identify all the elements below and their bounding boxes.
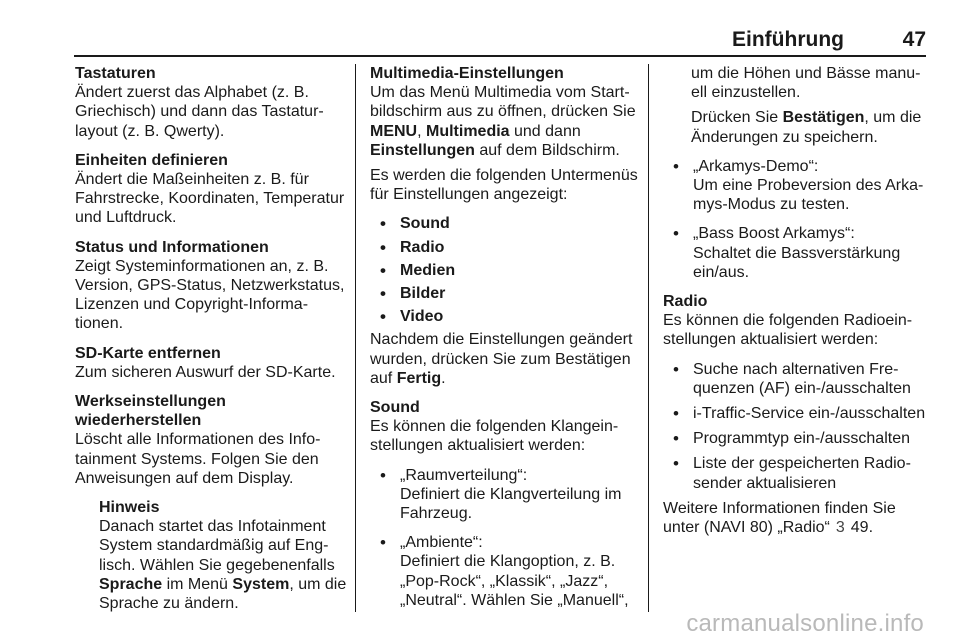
radio-option: • Liste der gespeicherten Radiosender aktualisieren	[663, 454, 929, 492]
page-header	[74, 26, 926, 54]
section-title-sd-card: SD-Karte entfernen	[75, 344, 221, 362]
text-part: und dann	[509, 122, 581, 140]
sound-option	[663, 224, 929, 282]
note-box	[75, 498, 347, 613]
column-divider-1	[355, 64, 356, 612]
sound-option-label: „Bass Boost Arkamys“:	[693, 225, 855, 243]
section-text-factory-reset: Löscht alle Informationen des Infotainment Systems. Folgen Sie den Anweisungen auf dem Display.	[75, 431, 321, 487]
note-text-part: im Menü	[162, 575, 233, 593]
section-title-status: Status und Informationen	[75, 238, 269, 256]
submenu-item: • Bilder	[370, 284, 638, 303]
bold-confirm: Bestätigen	[782, 109, 865, 127]
bold-menu: MENU	[370, 122, 418, 140]
radio-intro: Es können die folgenden Radioeinstellungen aktualisiert werden:	[663, 312, 913, 349]
text-part: , um die Änderungen zu speichern.	[691, 109, 922, 146]
sound-option-text: Definiert die Klangverteilung im Fahrzeug.	[400, 485, 622, 523]
sound-option-label: „Arkamys-Demo“:	[693, 157, 819, 175]
page-title: Einführung	[732, 28, 844, 51]
text-part: Drücken Sie	[691, 109, 783, 127]
submenu-item: • Radio	[370, 238, 638, 257]
text-part: ,	[417, 122, 426, 140]
note-text-part: , um die Sprache zu ändern.	[99, 575, 347, 613]
note-text-part: Danach startet das Infotainment System standardmäßig auf Englisch. Wählen Sie gegebenenfalls	[99, 518, 335, 574]
bold-done: Fertig	[396, 369, 442, 387]
section-title-multimedia: Multimedia-Einstellungen	[370, 65, 564, 82]
sound-option-text: Definiert die Klangoption, z. B. „Pop-Rock“, „Klassik“, „Jazz“, „Neutral“. Wählen Sie „Manuell“,	[400, 553, 629, 609]
sound-option-text: Schaltet die Bassverstärkung ein/aus.	[693, 244, 901, 281]
multimedia-intro	[370, 83, 638, 160]
reference-text	[663, 499, 929, 537]
header-rule	[74, 55, 926, 57]
section-text-keyboards: Ändert zuerst das Alphabet (z. B. Griechisch) und dann das Tastaturlayout (z. B. Qwerty).	[75, 84, 324, 140]
text-part: .	[441, 369, 446, 387]
note-text	[99, 517, 347, 613]
sound-option-label: „Ambiente“:	[400, 534, 483, 552]
note-bold-system: System	[232, 575, 290, 593]
page-reference-icon: 3	[835, 519, 845, 537]
section-title-units: Einheiten definieren	[75, 151, 228, 169]
submenu-item: • Medien	[370, 261, 638, 280]
column-divider-2	[648, 64, 649, 612]
section-text-sd-card: Zum sicheren Auswurf der SD-Karte.	[75, 363, 336, 381]
watermark: carmanualsonline.info	[686, 610, 924, 637]
text-part: auf dem Bildschirm.	[474, 141, 620, 159]
text-part: Weitere Informationen finden Sie unter (NAVI 80) „Radio“	[663, 499, 896, 537]
radio-options-list	[663, 360, 929, 493]
bold-multimedia: Multimedia	[426, 122, 510, 140]
section-text-units: Ändert die Maßeinheiten z. B. für Fahrstrecke, Koordinaten, Temperatur und Luftdruck.	[75, 171, 345, 227]
text-part: Um das Menü Multimedia vom Startbildschirm aus zu öffnen, drücken Sie	[370, 84, 636, 121]
submenu-intro: Es werden die folgenden Untermenüs für Einstellungen angezeigt:	[370, 167, 638, 204]
text-part: Nachdem die Einstellungen geändert wurden, drücken Sie zum Bestätigen auf	[370, 331, 633, 387]
sound-option	[370, 533, 638, 610]
confirm-text	[370, 330, 638, 388]
sound-option-text: Um eine Probeversion des Arkamys-Modus zu testen.	[693, 177, 924, 214]
confirm-instruction	[663, 108, 929, 146]
section-title-radio: Radio	[663, 293, 708, 311]
note-title: Hinweis	[99, 499, 160, 517]
page-number: 47	[902, 28, 926, 51]
text-part: 49.	[846, 519, 874, 537]
sound-option-label: „Raumverteilung“:	[400, 466, 528, 484]
note-bold-language: Sprache	[99, 575, 163, 593]
section-text-status: Zeigt Systeminformationen an, z. B. Version, GPS-Status, Netzwerkstatus, Lizenzen und Copyright-Informationen.	[75, 257, 345, 333]
sound-options-list-continued	[663, 157, 929, 282]
sound-intro: Es können die folgenden Klangeinstellungen aktualisiert werden:	[370, 418, 619, 455]
column-3	[663, 64, 929, 537]
section-title-keyboards: Tastaturen	[75, 65, 156, 82]
section-title-sound: Sound	[370, 399, 420, 417]
submenu-list	[370, 214, 638, 326]
column-2	[370, 64, 638, 610]
submenu-item: • Sound	[370, 214, 638, 233]
section-title-factory-reset: Werkseinstellungen wiederherstellen	[75, 393, 226, 430]
sound-option	[370, 466, 638, 524]
sound-option	[663, 157, 929, 215]
radio-option: • i-Traffic-Service ein-/ausschalten	[663, 404, 929, 423]
sound-option-continued: um die Höhen und Bässe manuell einzustellen.	[691, 65, 921, 102]
radio-option: • Suche nach alternativen Frequenzen (AF) ein-/ausschalten	[663, 360, 929, 398]
bold-settings: Einstellungen	[370, 141, 475, 159]
column-1	[75, 64, 347, 613]
sound-options-list	[370, 466, 638, 610]
submenu-item: • Video	[370, 307, 638, 326]
radio-option: • Programmtyp ein-/ausschalten	[663, 429, 929, 448]
